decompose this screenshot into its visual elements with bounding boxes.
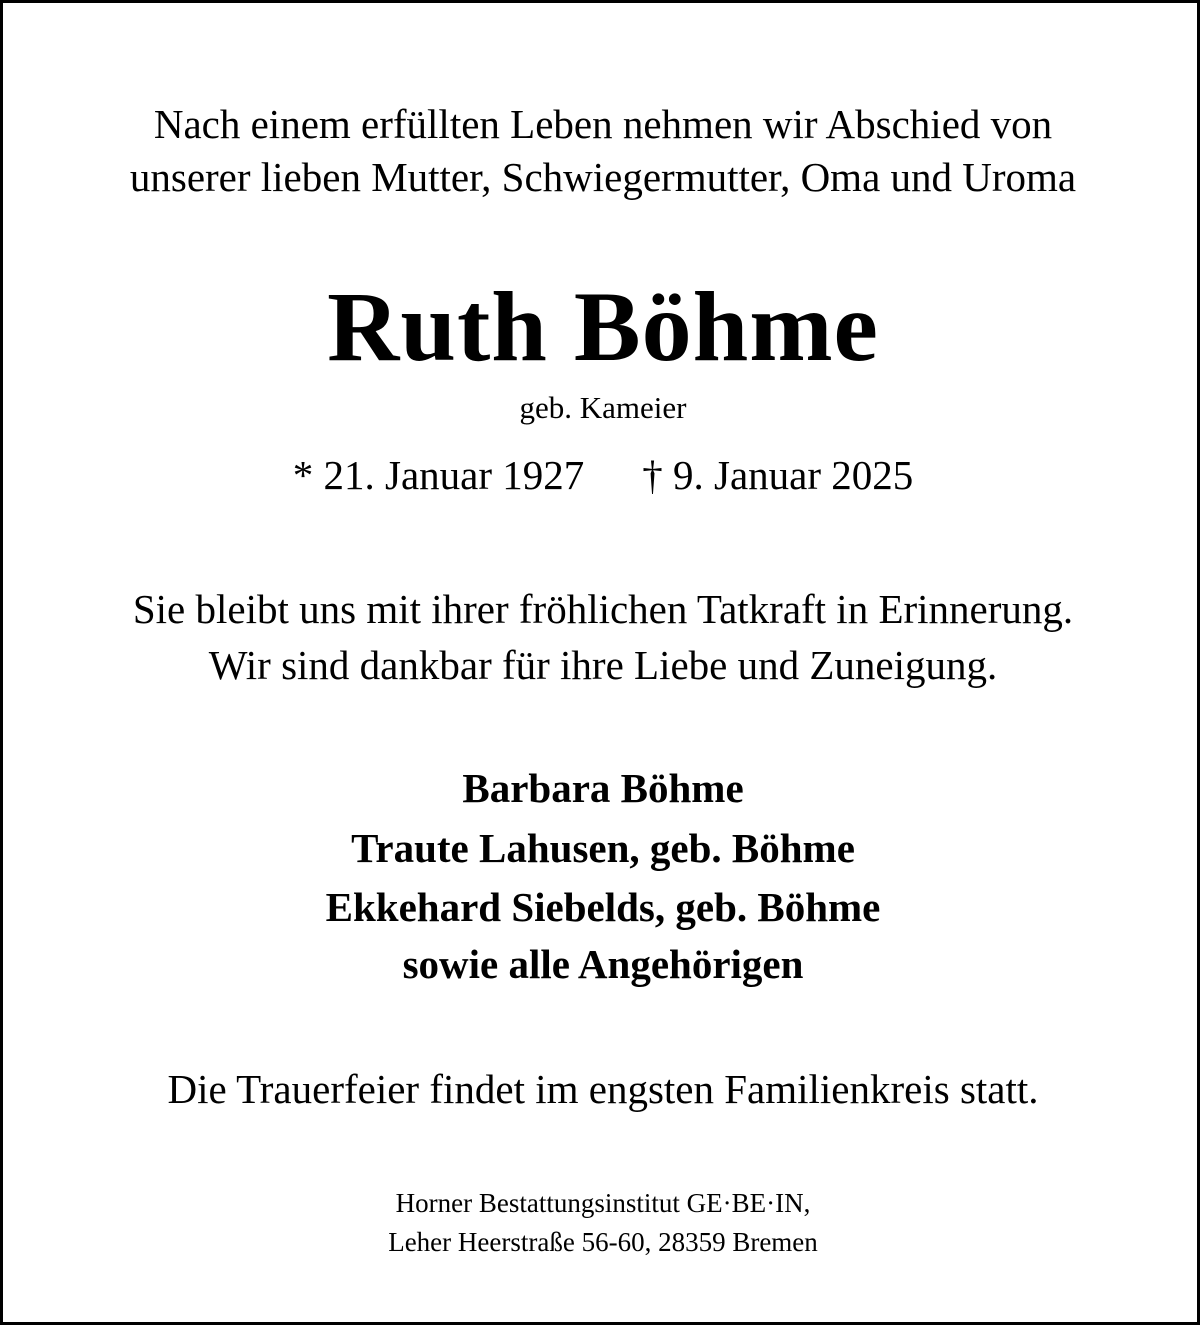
undertaker-name: Horner Bestattungsinstitut GE·BE·IN, (395, 1188, 811, 1218)
mourner-name: Ekkehard Siebelds, geb. Böhme (325, 884, 881, 930)
mourner-name: Barbara Böhme (462, 765, 744, 811)
life-dates (3, 452, 1200, 498)
mourner-name: Traute Lahusen, geb. Böhme (351, 825, 855, 871)
maiden-name: geb. Kameier (519, 390, 687, 425)
funeral-note: Die Trauerfeier findet im engsten Familienkreis statt. (167, 1066, 1039, 1112)
undertaker-address: Leher Heerstraße 56-60, 28359 Bremen (388, 1227, 818, 1257)
intro-line-1: Nach einem erfüllten Leben nehmen wir Abschied von (153, 101, 1053, 147)
deceased-name: Ruth Böhme (327, 271, 879, 382)
intro-line-2: unserer lieben Mutter, Schwiegermutter, Oma und Uroma (129, 154, 1077, 200)
mourners-others: sowie alle Angehörigen (402, 941, 804, 987)
memory-line-1: Sie bleibt uns mit ihrer fröhlichen Tatkraft in Erinnerung. (132, 586, 1074, 632)
death-date: † 9. Januar 2025 (642, 452, 914, 498)
memory-line-2: Wir sind dankbar für ihre Liebe und Zuneigung. (208, 642, 998, 688)
birth-date: * 21. Januar 1927 (292, 452, 585, 498)
